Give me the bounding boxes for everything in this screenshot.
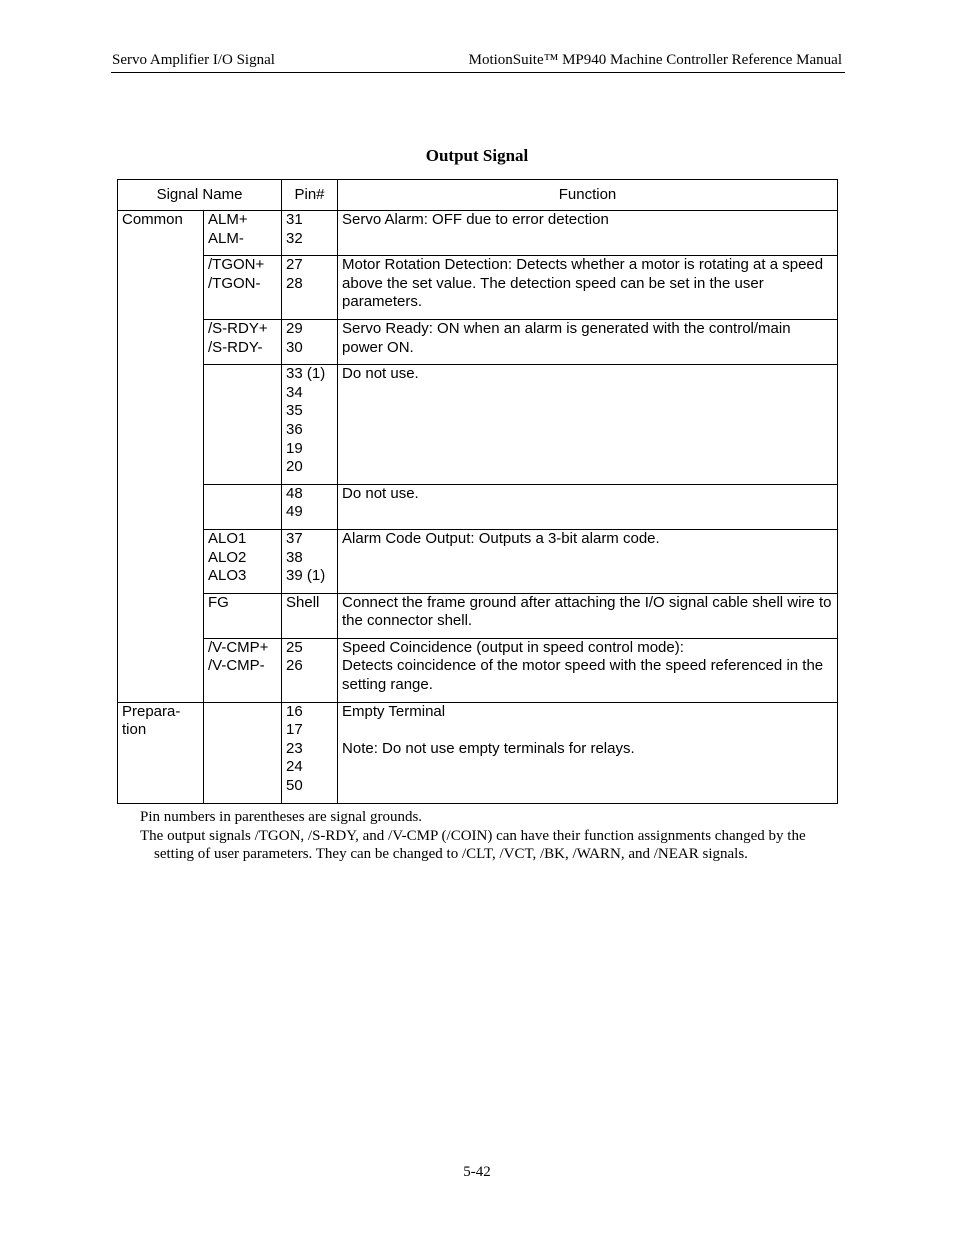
header-function: Function: [338, 180, 838, 211]
function-cell: Alarm Code Output: Outputs a 3-bit alarm code.: [338, 529, 838, 593]
function-cell: Servo Ready: ON when an alarm is generated with the control/main power ON.: [338, 319, 838, 364]
running-header-section: Servo Amplifier I/O Signal: [112, 52, 275, 68]
table-row: [118, 256, 838, 320]
table-row: [118, 484, 838, 529]
pin-cell: 37 38 39 (1): [282, 529, 338, 593]
page-number: 5-42: [463, 1164, 491, 1180]
function-cell: Do not use.: [338, 484, 838, 529]
group-label-preparation: Prepara- tion: [118, 702, 204, 803]
output-signal-table: [117, 179, 838, 804]
table-row: [118, 319, 838, 364]
function-cell: Servo Alarm: OFF due to error detection: [338, 211, 838, 256]
function-cell: Connect the frame ground after attaching the I/O signal cable shell wire to the connector shell.: [338, 593, 838, 638]
function-cell: Empty Terminal Note: Do not use empty terminals for relays.: [338, 702, 838, 803]
signal-name-cell: /S-RDY+ /S-RDY-: [204, 319, 282, 364]
note-function-assignment: The output signals /TGON, /S-RDY, and /V-CMP (/COIN) can have their function assignments changed by the setting of user parameters. They can be changed to /CLT, /VCT, /BK, /WARN, and /NEAR signals.: [140, 827, 806, 862]
function-cell: Motor Rotation Detection: Detects whether a motor is rotating at a speed above the set value. The detection speed can be set in the user parameters.: [338, 256, 838, 320]
note-signal-grounds: Pin numbers in parentheses are signal grounds.: [140, 809, 423, 825]
signal-name-cell: [204, 484, 282, 529]
table-header-row: [118, 180, 838, 211]
pin-cell: 16 17 23 24 50: [282, 702, 338, 803]
signal-name-cell: ALO1 ALO2 ALO3: [204, 529, 282, 593]
running-header-title: MotionSuite™ MP940 Machine Controller Reference Manual: [468, 52, 842, 68]
table-row: [118, 593, 838, 638]
pin-cell: 33 (1) 34 35 36 19 20: [282, 365, 338, 485]
function-cell: Speed Coincidence (output in speed control mode): Detects coincidence of the motor speed with the speed referenced in the setting range.: [338, 638, 838, 702]
table-caption: Output Signal: [425, 146, 529, 165]
signal-name-cell: ALM+ ALM-: [204, 211, 282, 256]
table-row: [118, 529, 838, 593]
pin-cell: 48 49: [282, 484, 338, 529]
table-row: [118, 638, 838, 702]
header-rule: [111, 72, 845, 73]
pin-cell: 25 26: [282, 638, 338, 702]
function-cell: Do not use.: [338, 365, 838, 485]
table-row: [118, 365, 838, 485]
header-pin: Pin#: [282, 180, 338, 211]
signal-name-cell: [204, 702, 282, 803]
pin-cell: 31 32: [282, 211, 338, 256]
pin-cell: 29 30: [282, 319, 338, 364]
table-notes: [140, 808, 830, 864]
signal-name-cell: FG: [204, 593, 282, 638]
signal-name-cell: /V-CMP+ /V-CMP-: [204, 638, 282, 702]
signal-name-cell: [204, 365, 282, 485]
table-row: [118, 702, 838, 803]
pin-cell: Shell: [282, 593, 338, 638]
group-label-common: Common: [118, 211, 204, 703]
header-signal-name: Signal Name: [118, 180, 282, 211]
table-row: [118, 211, 838, 256]
pin-cell: 27 28: [282, 256, 338, 320]
signal-name-cell: /TGON+ /TGON-: [204, 256, 282, 320]
